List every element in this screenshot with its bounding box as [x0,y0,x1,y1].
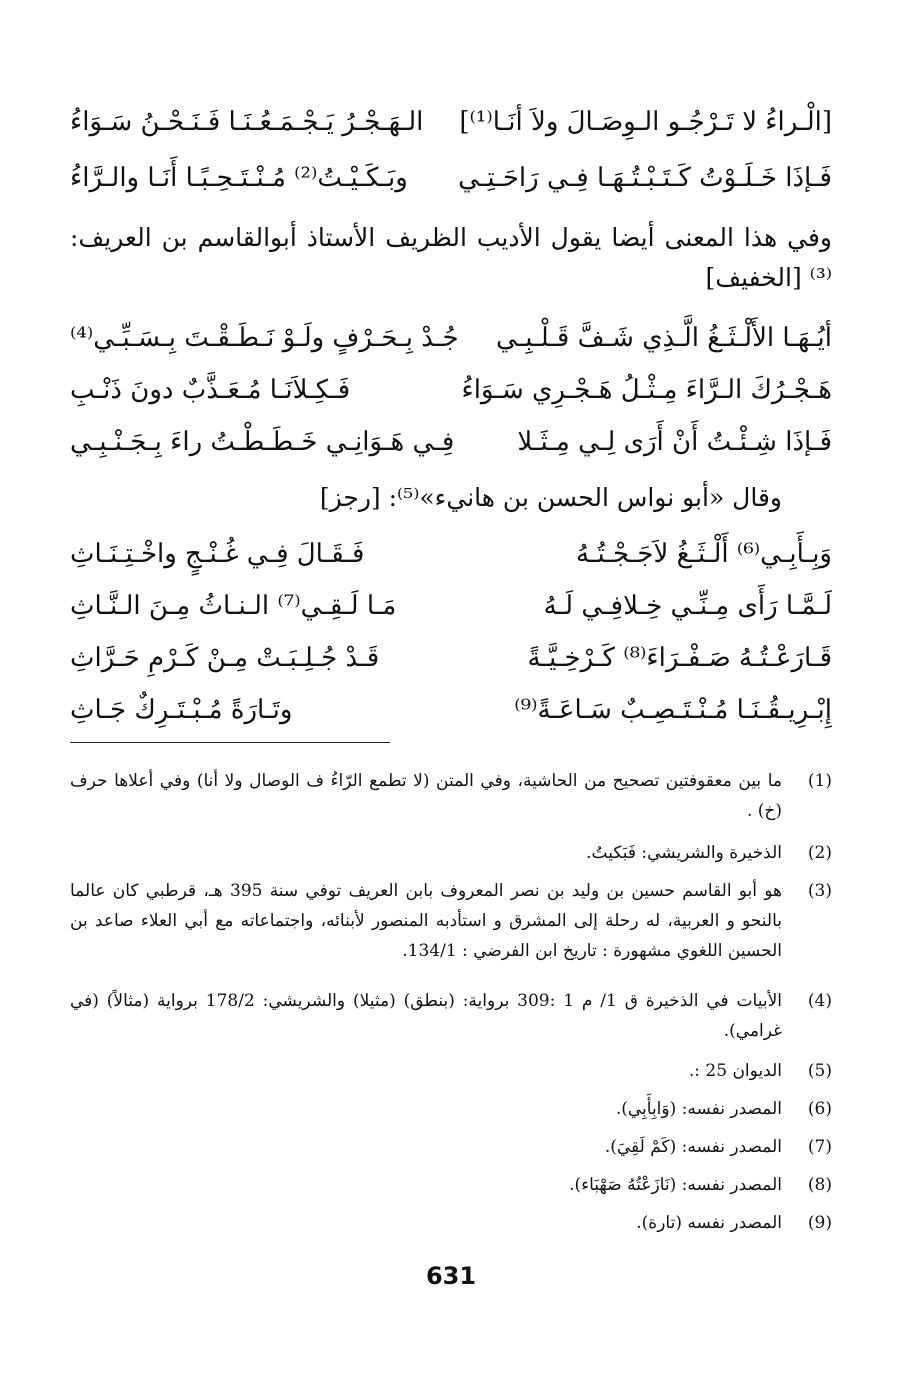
footnote-number: (4) [807,991,832,1011]
verse-line [70,528,832,580]
verse-first-hemistich: لَـمَّـا رَأَى مِـنِّـي خِـلافِـي لَـهُ [543,591,832,621]
verse-second-hemistich: فَـكِـلاَنَـا مُـعَـذَّبٌ دونَ ذَنْـبِ [70,375,351,405]
footnote [70,1132,832,1162]
verse-line [70,632,832,684]
footnote-text: هو أبو القاسم حسين بن وليد بن نصر المعروف بابن العريف توفي سنة 395 هـ، قرطبي كان عالما بالنحو و العربية، له رحلة إلى المشرق و استأدبه المنصور لأبنائه، واجتماعاته مع أبي العلاء صاعد بن الحسين اللغوي مشهورة : تاريخ ابن الفرضي : 134/1. [70,881,782,961]
verse-second-hemistich: قَـدْ جُـلِـبَـتْ مِـنْ كَـرْمِ حَـرَّاثِ [70,643,380,673]
footnote-number: (5) [807,1061,832,1081]
prose-paragraph: وقال «أبو نواس الحسن بن هانيء»⁽⁵⁾: [رجز] [319,483,782,512]
verse-line [70,684,832,736]
verse-first-hemistich: فَـإذَا خَـلَـوْتُ كَـتَـبْـتُـهَـا فِـي رَاحَـتِـي [458,163,832,193]
verse-first-hemistich: وَبِـأَبِـي⁽⁶⁾ أَلْـثَـغُ لاَجَـجْـتُـهُ [576,539,832,569]
verse-line [70,416,832,468]
footnote-number: (7) [807,1137,832,1157]
verse-second-hemistich: فَـقَـالَ فِـي غُـنْـجٍ واخْـتِـنَـاثِ [70,539,365,569]
footnote-text: الأبيات في الذخيرة ق 1/ م 1 :309 برواية: (بنطق) (مثيلا) والشريشي: 178/2 برواية (مثالاً) (في غرامي). [70,991,782,1041]
footnote [70,876,832,966]
footnote [70,766,832,826]
verse-second-hemistich: الـهَـجْـرُ يَـجْـمَـعُـنَـا فَـنَـحْـنُ سَـوَاءُ [70,107,424,137]
verse-first-hemistich: أيُـهَـا الأَلْـثَـغُ الَّـذِي شَـفَّ قَـلْـبِـي [495,323,832,353]
footnote [70,1208,832,1238]
footnote-text: المصدر نفسه: (كَمْ لَقِيَ). [604,1137,782,1157]
footnote-number: (3) [807,881,832,901]
footnote-text: ما بين معقوفتين تصحيح من الحاشية، وفي المتن (لا تطمع الرّاءُ ف الوصال ولا أنا) وفي أعلاها حرف (خ) . [70,771,782,821]
footnote-number: (6) [807,1099,832,1119]
footnote-separator [70,742,390,743]
footnote [70,838,832,868]
verse-second-hemistich: وتَـارَةً مُـبْـتَـرِكٌ جَـاثِ [70,695,293,725]
verse-first-hemistich: فَـإذَا شِـئْـتُ أَنْ أَرَى لِـي مِـثَـلا [517,427,832,457]
verse-second-hemistich: مَـا لَـقِـي⁽⁷⁾ الـنـاثُ مِـنَ الـنَّـاثِ [70,591,397,621]
footnote-text: المصدر نفسه (تارة). [636,1213,782,1233]
verse-first-hemistich: قَـارَعْـتُـهُ صَـفْـرَاءَ⁽⁸⁾ كَـرْخِـيَّـةً [527,643,832,673]
verse-line [70,152,832,204]
footnote-number: (9) [807,1213,832,1233]
verse-first-hemistich: [الْـراءُ لا تَـرْجُـو الـوِصَـالَ ولاَ أنَـا⁽¹⁾] [459,107,832,137]
verse-line [70,580,832,632]
footnote-number: (2) [807,843,832,863]
verse-line [70,364,832,416]
footnote [70,1170,832,1200]
footnote-number: (1) [807,771,832,791]
verse-line [70,96,832,148]
verse-first-hemistich: إِبْـرِيـقُـنَـا مُـنْـتَـصِـبٌ سَـاعَـةً⁽⁹⁾ [514,695,832,725]
verse-second-hemistich: جُـدْ بِـحَـرْفٍ ولَـوْ نَـطَـقْـتَ بِـسَـبِّـي⁽⁴⁾ [70,323,459,353]
footnote-text: الديوان 25 :. [688,1061,782,1081]
footnote-number: (8) [807,1175,832,1195]
footnote [70,1056,832,1086]
prose-paragraph: وفي هذا المعنى أيضا يقول الأديب الظريف الأستاذ أبوالقاسم بن العريف: ⁽³⁾ [الخفيف] [70,223,832,292]
footnote-text: المصدر نفسه: (وَابِأَبِي). [615,1099,782,1119]
footnote [70,986,832,1046]
verse-second-hemistich: فِـي هَـوَانِـي خَـطَـطْـتُ راءَ بِـجَـنْـبِـي [70,427,455,457]
verse-line [70,312,832,364]
verse-first-hemistich: هَـجْـرُكَ الـرَّاءَ مِـثْـلُ هَـجْـرِي سَـوَاءُ [461,375,832,405]
footnote-text: المصدر نفسه: (نَازَعْتُهُ صَهْبَاء). [569,1175,782,1195]
page-number: 631 [425,1262,477,1290]
verse-second-hemistich: وبَـكَـيْـتُ⁽²⁾ مُـنْـتَـحِـبًـا أَنَـا والـرَّاءُ [70,163,408,193]
footnote-text: الذخيرة والشريشي: فَبَكيتُ. [586,843,782,863]
footnote [70,1094,832,1124]
